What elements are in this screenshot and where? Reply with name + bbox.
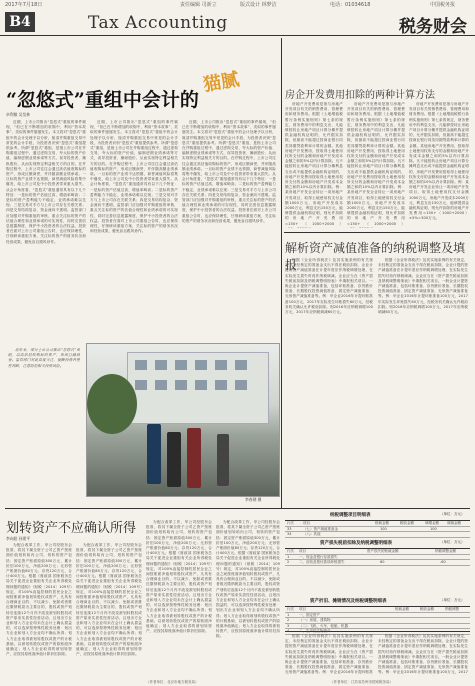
photo-window [195,360,207,370]
right-top-body-col-2: 房地产开发费用是指与房地产开发项目有关的销售费用、管理费用和财务费用。根据《土地增值税暂行条例实施细则》第七条的规定，财务费用中的利息支出，凡能够按转让房地产项目计算分摊并提供金融机构证明的，允许据实扣除，但最高不能超过按商业银行同类同期贷款利率计算的金额。其他房地产开发费用，按取得土地使用权所支付的金额和房地产开发成本金额之和的5%以内计算扣除。凡不能按转让房地产项目计算分摊利息支出或不能提供金融机构证明的，房地产开发费用按取得土地使用权所支付的金额和房地产开发成本金额之和的10%以内计算扣除。例：某房地产开发企业转让一项房地产开发项目，取得土地使用权支付金额1000万元，房地产开发成本2000万元，利息支出150万元，能够提供金融机构证明，则允许扣除的房地产开发费用=150+（1000+2000） [347,102,405,226]
table1-unit: （单位：万元） [440,512,465,516]
photo-window [235,360,247,370]
table3-unit: （单位：万元） [440,598,465,602]
issue-date: 2017年7月18日 [5,2,43,8]
table-row: 33 （七）资产减值准备金 100 100 [285,527,470,533]
table-header-row: 行次 项目 账载金额 税收金额 纳税调整 [285,607,470,613]
table-row: 1 一、现金及银行存款损失 [285,555,470,561]
table-row: 2 （一）房屋、建筑物 [285,618,470,624]
table2-title: 资产损失税前扣除及纳税调整明细表 [320,541,392,546]
table-header-row: 行次 项目 账载金额 税收金额 调增金额 调减金额 [285,521,470,527]
bottom-body-col-4: 为配合改革工作，甲公司经股东会批准，将其下属全资子公司乙资产按账面价值划转给丙公司，划转的资产包括：固定资产账面原值300万元，累计折旧100万元，净值200万元；无形资产账面价值80万元；存货120万元，合计400万元。根据《财政部 国家税务总局关于促进企业重组有关企业所得税处理问题的通知》（财税〔2014〕109号）规定，对100%直接控制的居民企业之间按账面净值划转股权或资产，凡具有合理商业目的、不以减少、免除或者推迟缴纳税款为主要目的，股权或资产划转后连续12个月内不改变被划转股权或资产原来实质性经营活动，且划出方企业和划入方企业均未在会计上确认损益的，可以选择按特殊性税务处理：划出方企业和划入方企业均不确认所得；划入方企业取得被划转股权或资产的计税基础，以被划转股权或资产的原账面净值确定；划入方企业取得的被划转资产，应按其原账面净值计算折旧扣除。 [216,520,280,639]
photo-window [235,380,247,390]
bottom-body-col-1: 为配合改革工作，甲公司经股东会批准，将其下属全资子公司乙资产按账面价值划转给丙公司，划转的资产包括：固定资产账面原值300万元，累计折旧100万元，净值200万元；无形资产账面价值80万元；存货120万元，合计400万元。根据《财政部 国家税务总局关于促进企业重组有关企业所得税处理问题的通知》（财税〔2014〕109号）规定，对100%直接控制的居民企业之间按账面净值划转股权或资产，凡具有合理商业目的、不以减少、免除或者推迟缴纳税款为主要目的，股权或资产划转后连续12个月内不改变被划转股权或资产原来实质性经营活动，且划出方企业和划入方企业均未在会计上确认损益的，可以选择按特殊性税务处理：划出方企业和划入方企业均不确认所得；划入方企业取得被划转股权或资产的计税基础，以被划转股权或资产的原账面净值确定；划入方企业取得的被划转资产，应按其原账面净值计算折旧扣除。 [6,543,72,657]
photo-window [155,380,167,390]
table3 [285,606,470,632]
table1-title: 纳税调整项目明细表 [330,513,371,518]
right-mid-title: 解析资产减值准备的纳税调整及填报 [285,241,466,272]
right-top-body-col-1: 房地产开发费用是指与房地产开发项目有关的销售费用、管理费用和财务费用。根据《土地增值税暂行条例实施细则》第七条的规定，财务费用中的利息支出，凡能够按转让房地产项目计算分摊并提供金融机构证明的，允许据实扣除，但最高不能超过按商业银行同类同期贷款利率计算的金额。其他房地产开发费用，按取得土地使用权所支付的金额和房地产开发成本金额之和的5%以内计算扣除。凡不能按转让房地产项目计算分摊利息支出或不能提供金融机构证明的，房地产开发费用按取得土地使用权所支付的金额和房地产开发成本金额之和的10%以内计算扣除。例：某房地产开发企业转让一项房地产开发项目，取得土地使用权支付金额1000万元，房地产开发成本2000万元，利息支出150万元，能够提供金融机构证明，则允许扣除的房地产开发费用=150+（1000+2000） [285,102,343,226]
table-header-row: 行次 项目 资产损失的账载金额 纳税调整金额 [285,549,470,555]
sidebar-note-text: 近年来，部分上市公司推出“忽悠式”重组，以高估值收购标的资产，形成巨额商誉。监管部门对此高度关注，提醒投资者理性判断，注意防范相关投资风险。 [8,348,80,368]
table3-title: 资产折旧、摊销情况及纳税调整明细表 [310,599,387,604]
photo-window [215,380,227,390]
bottom-byline: 李向阳 孙建平 [6,536,30,541]
footer-author-right: （作者单位：江苏省苏州市国家税务局） [330,680,393,684]
column-divider [281,38,282,508]
table-row: 1 一、固定资产 [285,613,470,619]
photo-window [175,380,187,390]
photo-window [175,360,187,370]
lead-byline: 卓利敏 吴昊林 [6,112,30,117]
top-info-bar [0,0,475,8]
photo-tree [87,374,137,434]
photo-window [135,380,147,390]
editor-info: 责任编辑 司新立 [180,2,217,8]
table-row: 34 （八）其他 [285,532,470,538]
paper-name: 中国税务报 [430,2,456,8]
lead-body-col-1: 近期，上市公司推出“忽悠式”重组的事件频现，“但已在不断增加的收购中，利用“资本故事”，类似的事件屡屡发生。本文将对“忽悠式”重组中的会计处理予以分析，厘清并购重组交易中常见的会计手段，为投资者识别“忽悠式”重组提供参考。所谓“忽悠式”重组，是指上市公司在并购重组过程中，通过虚构交易、夸大标的资产价值、编制虚假业绩承诺等方式，误导投资者、操纵股价，从而实现特定利益相关方的目的。在并购过程中，上市公司往往会通过高估值收购标的资产，形成巨额商誉，并伴随高额业绩承诺。一旦标的资产业绩不达预期，商誉减值风险将集中爆发，给上市公司及中小投资者带来重大损失。从会计角度看，“忽悠式”重组通常具有以下几个特征：一是标的资产估值过高，增值率畸高；二是标的资产盈利能力不稳定，业绩承诺难以兑现；三是交易对手方与上市公司存在关联关系；四是交易结构复杂，资金流向不透明。监管部门应加强对并购重组的审核，重点关注标的资产的估值合理性和业绩承诺的可实现性，同时完善信息披露制度，保护中小投资者的合法权益。投资者在面对上市公司重组公告时，也应保持理性，仔细研读重组方案，关注标的资产的财务状况和经营成果，避免盲目跟风炒作。 [6,120,86,244]
photo-window [195,380,207,390]
table1 [285,520,470,538]
news-photo [86,343,280,497]
photo-person [147,424,161,484]
right-bottom-body-col-2: 根据《企业所得税法》及其实施条例的有关规定，未经核定的准备金支出不得在税前扣除，企业计提的资产减值准备在计提年度应作纳税调增处理，在实际发生损失时再作纳税调减。企业应当在《资产损失税前扣除及纳税调整明细表》中填报相关项目。一般企业计提资产减值准备，包括坏账准备、存货跌价准备、长期股权投资减值准备、固定资产减值准备、无形资产减值准备等。例：甲企业2016年计提坏账准备100万元，2017 [378,634,468,675]
bottom-headline: 划转资产不应确认所得 [6,521,137,536]
right-mid-body-col-2: 根据《企业所得税法》及其实施条例的有关规定，未经核定的准备金支出不得在税前扣除，企业计提的资产减值准备在计提年度应作纳税调增处理，在实际发生损失时再作纳税调减。企业应当在《资产损失税前扣除及纳税调整明细表》中填报相关项目。一般企业计提资产减值准备，包括坏账准备、存货跌价准备、长期股权投资减值准备、固定资产减值准备、无形资产减值准备等。例：甲企业2016年计提坏账准备100万元，2017年实际发生坏账损失60万元，经税务机关确认允许税前扣除。则2016年应纳税调增100万元，2017年应纳税调减60万元。 [378,258,468,315]
photo-person [217,434,229,486]
lead-body-col-3: 近期，上市公司推出“忽悠式”重组的事件频现，“但已在不断增加的收购中，利用“资本故事”，类似的事件屡屡发生。本文将对“忽悠式”重组中的会计处理予以分析，厘清并购重组交易中常见的会计手段，为投资者识别“忽悠式”重组提供参考。所谓“忽悠式”重组，是指上市公司在并购重组过程中，通过虚构交易、夸大标的资产价值、编制虚假业绩承诺等方式，误导投资者、操纵股价，从而实现特定利益相关方的目的。在并购过程中，上市公司往往会通过高估值收购标的资产，形成巨额商誉，并伴随高额业绩承诺。一旦标的资产业绩不达预期，商誉减值风险将集中爆发，给上市公司及中小投资者带来重大损失。从会计角度看，“忽悠式”重组通常具有以下几个特征：一是标的资产估值过高，增值率畸高；二是标的资产盈利能力不稳定，业绩承诺难以兑现；三是交易对手方与上市公司存在关联关系；四是交易结构复杂，资金流向不透明。监管部门应加强对并购重组的审核，重点关注标的资产的估值合理性和业绩承诺的可实现性，同时完善信息披露制度，保护中小投资者的合法权益。投资者在面对上市公司重组公告时，也应保持理性，仔细研读重组方案，关注标的资产的财务状况和经营成果，避免盲目跟风炒作。 [182,120,276,223]
bottom-body-col-3: 为配合改革工作，甲公司经股东会批准，将其下属全资子公司乙资产按账面价值划转给丙公司，划转的资产包括：固定资产账面原值300万元，累计折旧100万元，净值200万元；无形资产账面价值80万元；存货120万元，合计400万元。根据《财政部 国家税务总局关于促进企业重组有关企业所得税处理问题的通知》（财税〔2014〕109号）规定，对100%直接控制的居民企业之间按账面净值划转股权或资产，凡具有合理商业目的、不以减少、免除或者推迟缴纳税款为主要目的，股权或资产划转后连续12个月内不改变被划转股权或资产原来实质性经营活动，且划出方企业和划入方企业均未在会计上确认损益的，可以选择按特殊性税务处理：划出方企业和划入方企业均不确认所得；划入方企业取得被划转股权或资产的计税基础，以被划转股权或资产的原账面净值确定；划入方企业取得的被划转资产，应按其原账面净值计算折旧扣除。 [146,520,212,634]
right-bottom-body-col-1: 根据《企业所得税法》及其实施条例的有关规定，未经核定的准备金支出不得在税前扣除，企业计提的资产减值准备在计提年度应作纳税调增处理，在实际发生损失时再作纳税调减。企业应当在《资产损失税前扣除及纳税调整明细表》中填报相关项目。一般企业计提资产减值准备，包括坏账准备、存货跌价准备、长期股权投资减值准备、固定资产减值准备、无形资产减值准备等。例：甲企业2016年计提坏账准 [285,634,373,675]
right-top-body-col-3: 房地产开发费用是指与房地产开发项目有关的销售费用、管理费用和财务费用。根据《土地增值税暂行条例实施细则》第七条的规定，财务费用中的利息支出，凡能够按转让房地产项目计算分摊并提供金融机构证明的，允许据实扣除，但最高不能超过按商业银行同类同期贷款利率计算的金额。其他房地产开发费用，按取得土地使用权所支付的金额和房地产开发成本金额之和的5%以内计算扣除。凡不能按转让房地产项目计算分摊利息支出或不能提供金融机构证明的，房地产开发费用按取得土地使用权所支付的金额和房地产开发成本金额之和的10%以内计算扣除。例：某房地产开发企业转让一项房地产开发项目，取得土地使用权支付金额1000万元，房地产开发成本2000万元，利息支出150万元，能够提供金融机构证明，则允许扣除的房地产开发费用=150+（1000+2000）×5%=300万元。 [409,102,469,221]
lead-headline: “忽悠式”重组中会计的 [6,89,199,111]
headline-stamp: 猫腻 [201,69,241,96]
section-divider [5,508,470,509]
photo-window [215,360,227,370]
section-title-en: Tax Accounting [88,13,228,33]
page-header [0,9,475,36]
design-info: 版式设计 林梦洁 [240,2,277,8]
photo-window [155,360,167,370]
photo-person [187,428,201,488]
photo-window [135,360,147,370]
photo-caption: 李春钢 摄 [245,497,262,502]
right-mid-body-col-1: 根据《企业所得税法》及其实施条例的有关规定，未经核定的准备金支出不得在税前扣除，企业计提的资产减值准备在计提年度应作纳税调增处理，在实际发生损失时再作纳税调减。企业应当在《资产损失税前扣除及纳税调整明细表》中填报相关项目。一般企业计提资产减值准备，包括坏账准备、存货跌价准备、长期股权投资减值准备、固定资产减值准备、无形资产减值准备等。例：甲企业2016年计提坏账准备100万元，2017年实际发生坏账损失60万元，经税务机关确认允许税前扣除。则2016年应纳税调增100万元，2017年应纳税调减60万元。 [285,258,373,315]
photo-person [167,432,181,487]
table2 [285,548,470,566]
sidebar-note [8,348,80,498]
table-row: 2 二、应收及预付款项坏账损失 60 -60 [285,560,470,566]
right-top-title: 房企开发费用扣除的两种计算方法 [285,90,435,101]
table-row: 3 （二）飞机、火车、轮船、机器 [285,624,470,630]
lead-body-col-2: 近期，上市公司推出“忽悠式”重组的事件频现，“但已在不断增加的收购中，利用“资本故事”，类似的事件屡屡发生。本文将对“忽悠式”重组中的会计处理予以分析，厘清并购重组交易中常见的会计手段，为投资者识别“忽悠式”重组提供参考。所谓“忽悠式”重组，是指上市公司在并购重组过程中，通过虚构交易、夸大标的资产价值、编制虚假业绩承诺等方式，误导投资者、操纵股价，从而实现特定利益相关方的目的。在并购过程中，上市公司往往会通过高估值收购标的资产，形成巨额商誉，并伴随高额业绩承诺。一旦标的资产业绩不达预期，商誉减值风险将集中爆发，给上市公司及中小投资者带来重大损失。从会计角度看，“忽悠式”重组通常具有以下几个特征：一是标的资产估值过高，增值率畸高；二是标的资产盈利能力不稳定，业绩承诺难以兑现；三是交易对手方与上市公司存在关联关系；四是交易结构复杂，资金流向不透明。监管部门应加强对并购重组的审核，重点关注标的资产的估值合理性和业绩承诺的可实现性，同时完善信息披露制度，保护中小投资者的合法权益。投资者在面对上市公司重组公告时，也应保持理性，仔细研读重组方案，关注标的资产的财务状况和经营成果，避免盲目跟风炒作。 [90,120,178,234]
section-title-cn: 税务财会 [399,17,467,37]
section-divider [284,232,470,233]
table2-unit: （单位：万元） [440,540,465,544]
page-code: B4 [5,12,35,32]
bottom-body-col-2: 为配合改革工作，甲公司经股东会批准，将其下属全资子公司乙资产按账面价值划转给丙公司，划转的资产包括：固定资产账面原值300万元，累计折旧100万元，净值200万元；无形资产账面价值80万元；存货120万元，合计400万元。根据《财政部 国家税务总局关于促进企业重组有关企业所得税处理问题的通知》（财税〔2014〕109号）规定，对100%直接控制的居民企业之间按账面净值划转股权或资产，凡具有合理商业目的、不以减少、免除或者推迟缴纳税款为主要目的，股权或资产划转后连续12个月内不改变被划转股权或资产原来实质性经营活动，且划出方企业和划入方企业均未在会计上确认损益的，可以选择按特殊性税务处理：划出方企业和划入方企业均不确认所得；划入方企业取得被划转股权或资产的计税基础，以被划转股权或资产的原账面净值确定；划入方企业取得的被划转资产，应按其原账面净值计算折旧扣除。 [76,543,142,657]
table-row: 4 二、生产性生物资产 [285,629,470,635]
phone-info: 电话：01034618 [330,2,371,8]
footer-author-left: （作者单位：北京市地方税务局） [146,680,199,684]
